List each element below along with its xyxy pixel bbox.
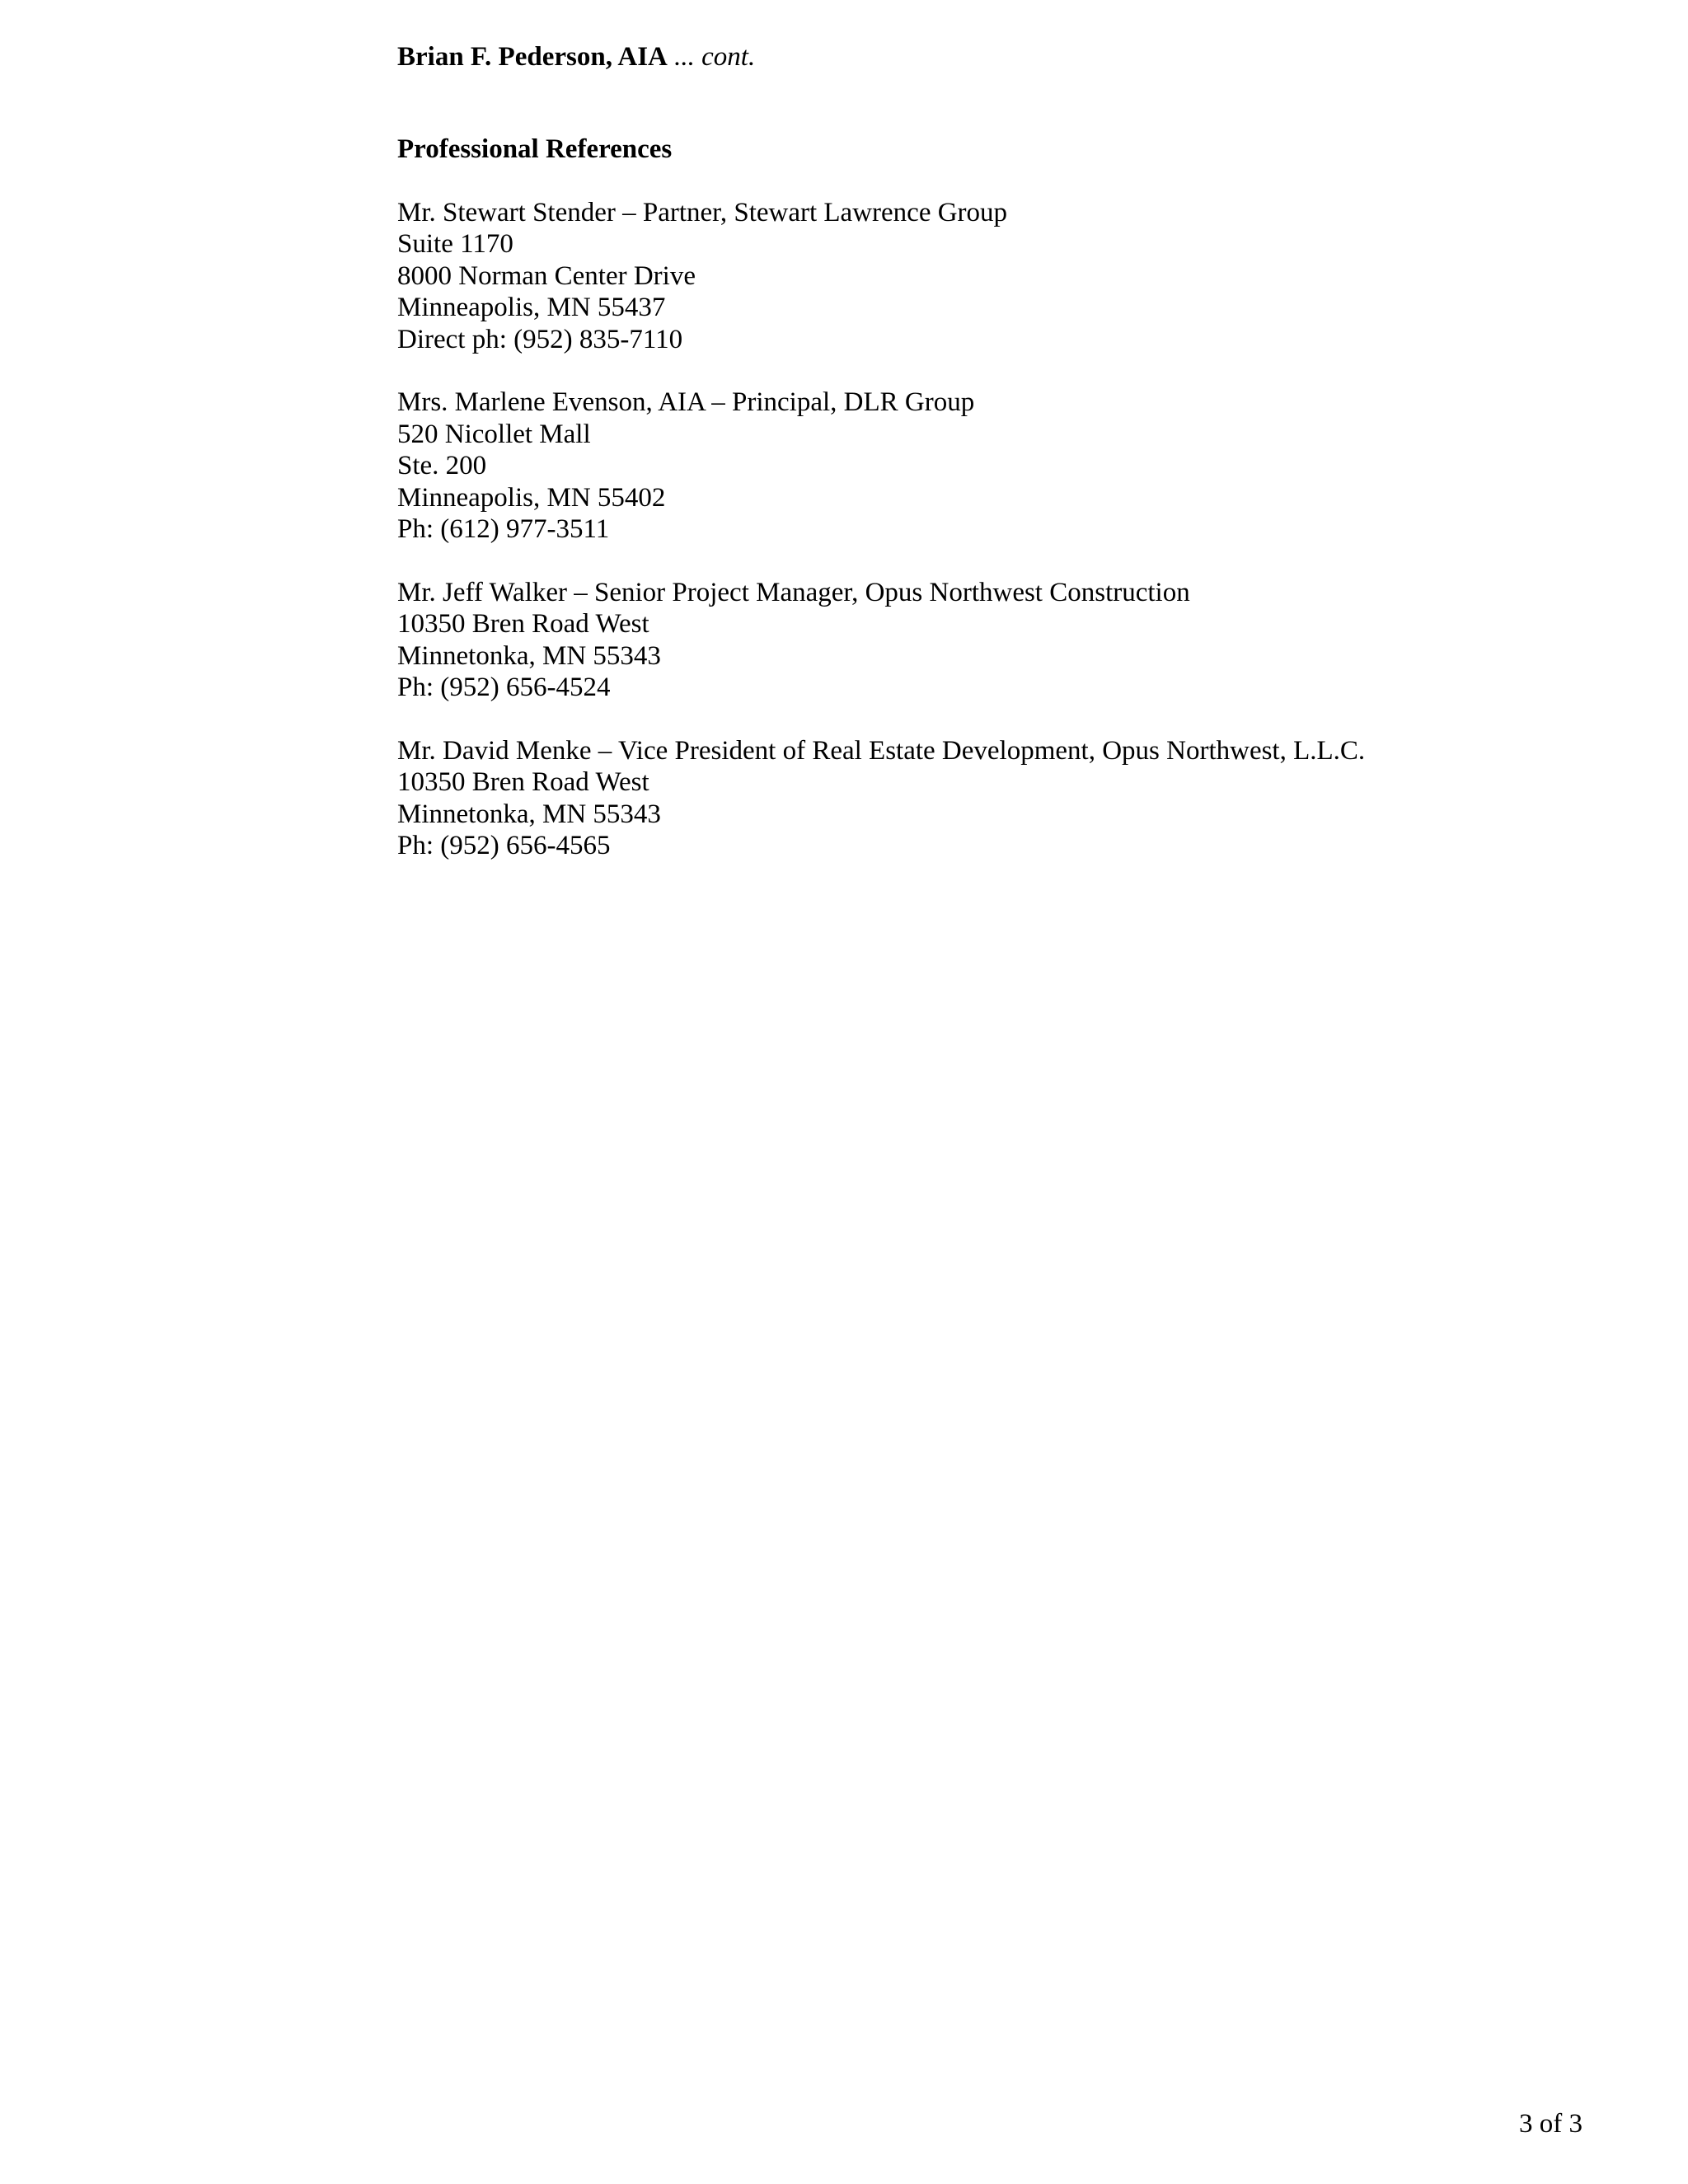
section-title: Professional References — [397, 134, 673, 164]
reference-name-line: Mr. Stewart Stender – Partner, Stewart Lawrence Group — [397, 197, 1008, 227]
reference-phone-line: Direct ph: (952) 835-7110 — [397, 324, 683, 354]
reference-address-line: Minnetonka, MN 55343 — [397, 640, 661, 671]
reference-address-line: 8000 Norman Center Drive — [397, 260, 696, 291]
document-content — [397, 41, 1617, 893]
header-continuation: ... cont. — [674, 42, 756, 72]
reference-phone-line: Ph: (952) 656-4565 — [397, 831, 611, 860]
references-list — [397, 197, 1617, 862]
reference-phone-line: Ph: (952) 656-4524 — [397, 673, 611, 702]
reference-address-line: 520 Nicollet Mall — [397, 419, 591, 449]
running-header — [397, 41, 1617, 81]
header-name: Brian F. Pederson, AIA — [397, 42, 668, 72]
reference-item — [397, 577, 1617, 704]
reference-address-line: 10350 Bren Road West — [397, 609, 649, 639]
reference-name-line: Mr. David Menke – Vice President of Real Estate Development, Opus Northwest, L.L.C. — [397, 735, 1366, 766]
reference-name-line: Mrs. Marlene Evenson, AIA – Principal, DLR Group — [397, 387, 975, 417]
reference-address-line: Minneapolis, MN 55402 — [397, 482, 666, 513]
reference-address-line: Ste. 200 — [397, 451, 487, 480]
reference-item — [397, 197, 1617, 356]
page-number: 3 of 3 — [1519, 2109, 1582, 2139]
reference-address-line: Suite 1170 — [397, 229, 513, 259]
reference-address-line: Minneapolis, MN 55437 — [397, 293, 666, 322]
reference-address-line: Minnetonka, MN 55343 — [397, 799, 661, 829]
reference-phone-line: Ph: (612) 977-3511 — [397, 514, 610, 544]
reference-name-line: Mr. Jeff Walker – Senior Project Manager, Opus Northwest Construction — [397, 577, 1190, 607]
reference-item — [397, 735, 1617, 862]
reference-item — [397, 387, 1617, 546]
reference-address-line: 10350 Bren Road West — [397, 767, 649, 797]
